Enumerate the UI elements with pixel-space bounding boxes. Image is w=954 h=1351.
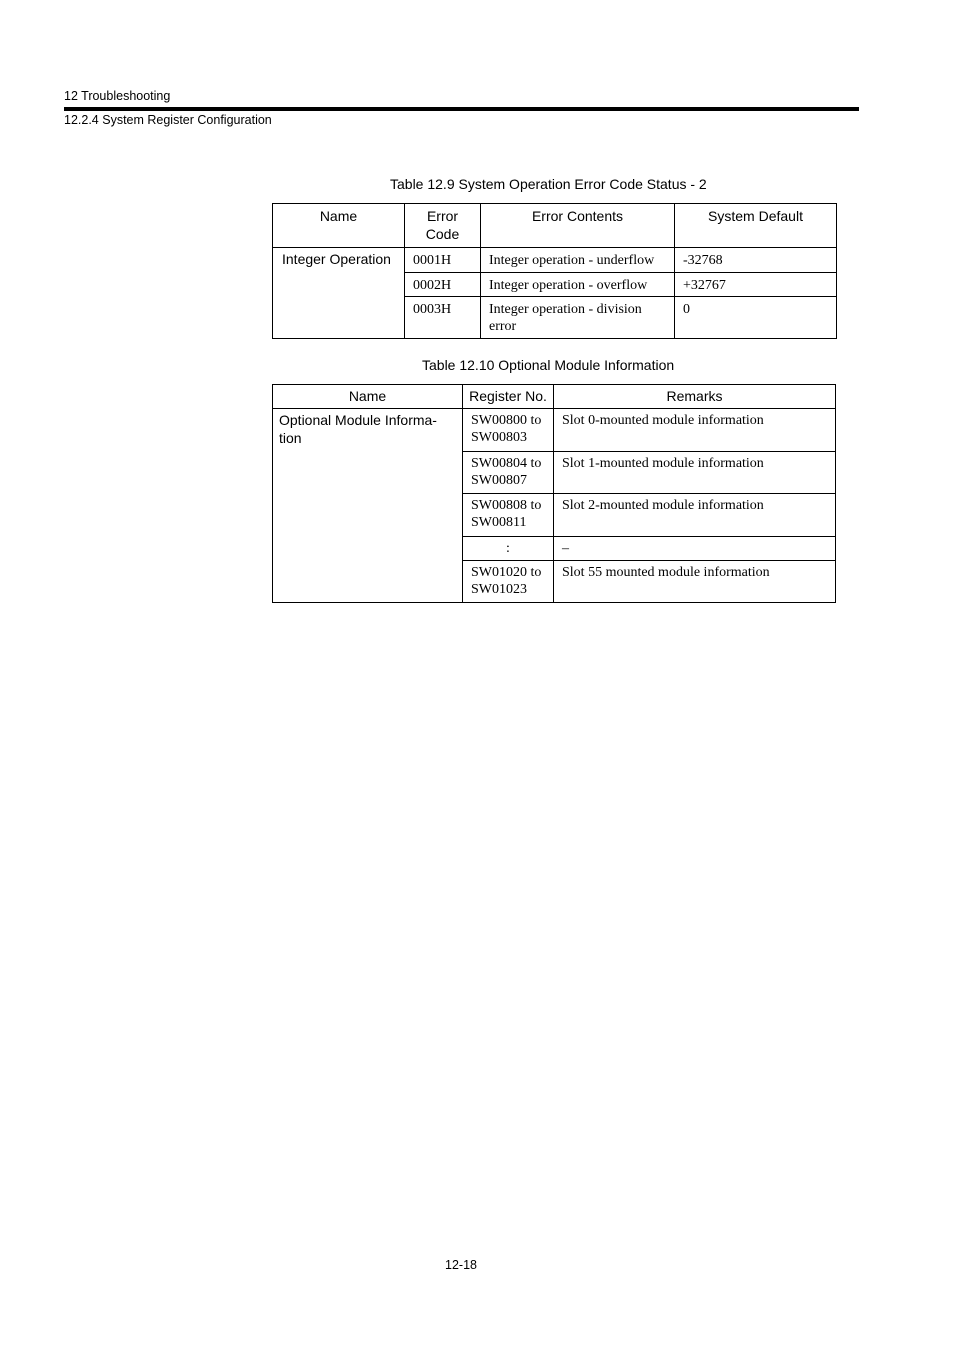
table-caption-12-9: Table 12.9 System Operation Error Code Status - 2	[390, 176, 707, 192]
error-code-table	[272, 203, 837, 339]
register-cell: SW01020 to SW01023	[463, 561, 554, 603]
register-cell: SW00800 to SW00803	[463, 409, 554, 452]
page-number: 12-18	[445, 1258, 477, 1272]
system-default-cell: -32768	[675, 248, 837, 273]
row-name-cell: Optional Module Informa-tion	[273, 409, 463, 603]
optional-module-table	[272, 384, 836, 603]
error-contents-cell: Integer operation - underflow	[481, 248, 675, 273]
column-header-system-default: System Default	[675, 204, 837, 248]
error-code-cell: 0003H	[405, 297, 481, 339]
remarks-cell: –	[554, 537, 836, 561]
running-header-section: 12.2.4 System Register Configuration	[64, 113, 272, 127]
column-header-name: Name	[273, 204, 405, 248]
remarks-cell: Slot 0-mounted module information	[554, 409, 836, 452]
row-name-cell: Integer Operation	[273, 248, 405, 339]
register-cell: SW00808 to SW00811	[463, 494, 554, 537]
column-header-remarks: Remarks	[554, 385, 836, 409]
error-code-cell: 0001H	[405, 248, 481, 273]
error-contents-cell: Integer operation - division error	[481, 297, 675, 339]
error-contents-cell: Integer operation - overflow	[481, 273, 675, 297]
table-header-row	[273, 204, 837, 248]
column-header-register-no: Register No.	[463, 385, 554, 409]
table-row	[273, 409, 836, 452]
remarks-cell: Slot 1-mounted module information	[554, 452, 836, 494]
remarks-cell: Slot 55 mounted module information	[554, 561, 836, 603]
running-header-chapter: 12 Troubleshooting	[64, 89, 171, 103]
column-header-error-code: Error Code	[405, 204, 481, 248]
system-default-cell: +32767	[675, 273, 837, 297]
system-default-cell: 0	[675, 297, 837, 339]
table-caption-12-10: Table 12.10 Optional Module Information	[422, 357, 675, 373]
column-header-error-contents: Error Contents	[481, 204, 675, 248]
table-row	[273, 248, 837, 273]
register-cell: SW00804 to SW00807	[463, 452, 554, 494]
header-rule	[64, 107, 859, 111]
error-code-cell: 0002H	[405, 273, 481, 297]
register-cell: :	[463, 537, 554, 561]
remarks-cell: Slot 2-mounted module information	[554, 494, 836, 537]
table-header-row	[273, 385, 836, 409]
column-header-name: Name	[273, 385, 463, 409]
